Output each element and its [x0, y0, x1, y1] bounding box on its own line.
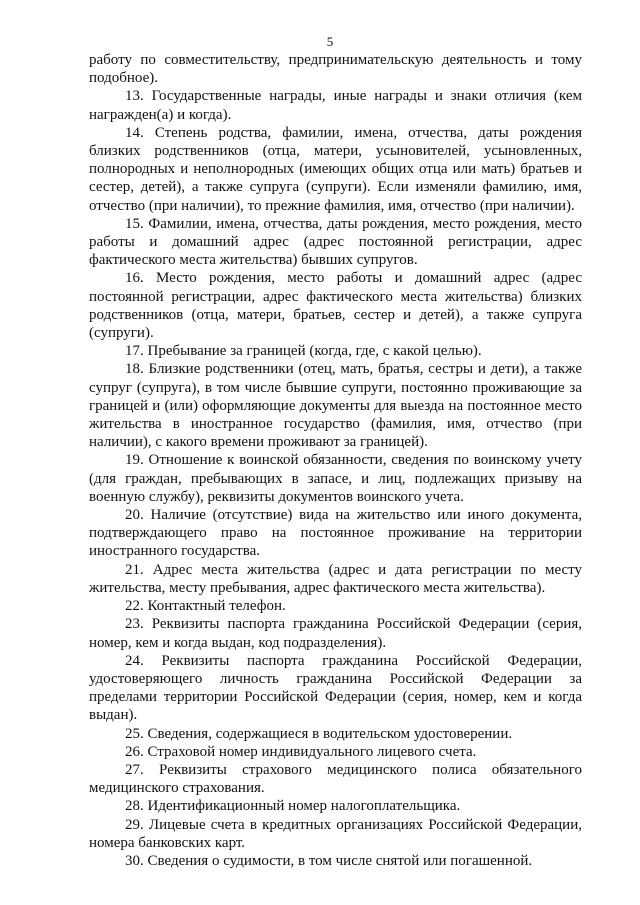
paragraph-continuation: работу по совместительству, предпринимательскую деятельность и тому подобное).: [89, 52, 582, 87]
list-item-15-former-spouses: 15. Фамилии, имена, отчества, даты рождения, место рождения, место работы и домашний адрес (адрес постоянной регистрации, адрес фактического места жительства) бывших супругов.: [89, 215, 582, 269]
list-item-25-driver-license: 25. Сведения, содержащиеся в водительском удостоверении.: [125, 725, 513, 742]
list-item-13-awards: 13. Государственные награды, иные награды и знаки отличия (кем награжден(а) и когда).: [89, 88, 582, 123]
list-item-20-residence-permit: 20. Наличие (отсутствие) вида на жительство или иного документа, подтверждающего право на постоянное проживание на территории иностранного государства.: [89, 507, 582, 560]
list-item-23-passport: 23. Реквизиты паспорта гражданина Российской Федерации (серия, номер, кем и когда выдан, код подразделения).: [89, 616, 582, 651]
list-item-29-bank-accounts: 29. Лицевые счета в кредитных организациях Российской Федерации, номера банковских карт.: [89, 816, 582, 851]
document-body: [89, 51, 582, 870]
list-item-19-military: 19. Отношение к воинской обязанности, сведения по воинскому учету (для граждан, пребывающих в запасе, и лиц, подлежащих призыву на военную службу), реквизиты документов воинского учета.: [89, 452, 582, 505]
list-item-16-relatives-addresses: 16. Место рождения, место работы и домашний адрес (адрес постоянной регистрации, адрес фактического места жительства) близких родственников (отца, матери, братьев, сестер и детей), а также супруга (супруги).: [89, 270, 582, 342]
list-item-21-address: 21. Адрес места жительства (адрес и дата регистрации по месту жительства, месту пребывания, адрес фактического места жительства).: [89, 561, 582, 596]
page-number: 5: [326, 34, 334, 49]
list-item-22-phone: 22. Контактный телефон.: [125, 598, 286, 615]
list-item-30-criminal-record: 30. Сведения о судимости, в том числе снятой или погашенной.: [125, 852, 533, 869]
list-item-24-foreign-passport: 24. Реквизиты паспорта гражданина Российской Федерации, удостоверяющего личность гражданина Российской Федерации за пределами территории Российской Федерации (серия, номер, кем и когда выдан).: [89, 652, 582, 724]
list-item-17-abroad: 17. Пребывание за границей (когда, где, с какой целью).: [125, 343, 482, 360]
list-item-26-insurance-number: 26. Страховой номер индивидуального лицевого счета.: [125, 743, 477, 760]
list-item-14-relatives: 14. Степень родства, фамилии, имена, отчества, даты рождения близких родственников (отца, матери, усыновителей, усыновленных, полнородных и неполнородных (имеющих общих отца или мать) братьев и сестер, детей), а также супруга (супруги). Если изменяли фамилию, имя, отчество (при наличии), то прежние фамилия, имя, отчество (при наличии).: [89, 124, 582, 214]
list-item-18-relatives-abroad: 18. Близкие родственники (отец, мать, братья, сестры и дети), а также супруг (супруга), в том числе бывшие супруги, постоянно проживающие за границей и (или) оформляющие документы для выезда на постоянное место жительства в иностранное государство (фамилия, имя, отчество (при наличии), с какого времени проживают за границей).: [89, 361, 582, 451]
list-item-27-medical-policy: 27. Реквизиты страхового медицинского полиса обязательного медицинского страхования.: [89, 761, 582, 797]
list-item-28-tax-id: 28. Идентификационный номер налогоплательщика.: [125, 798, 461, 815]
